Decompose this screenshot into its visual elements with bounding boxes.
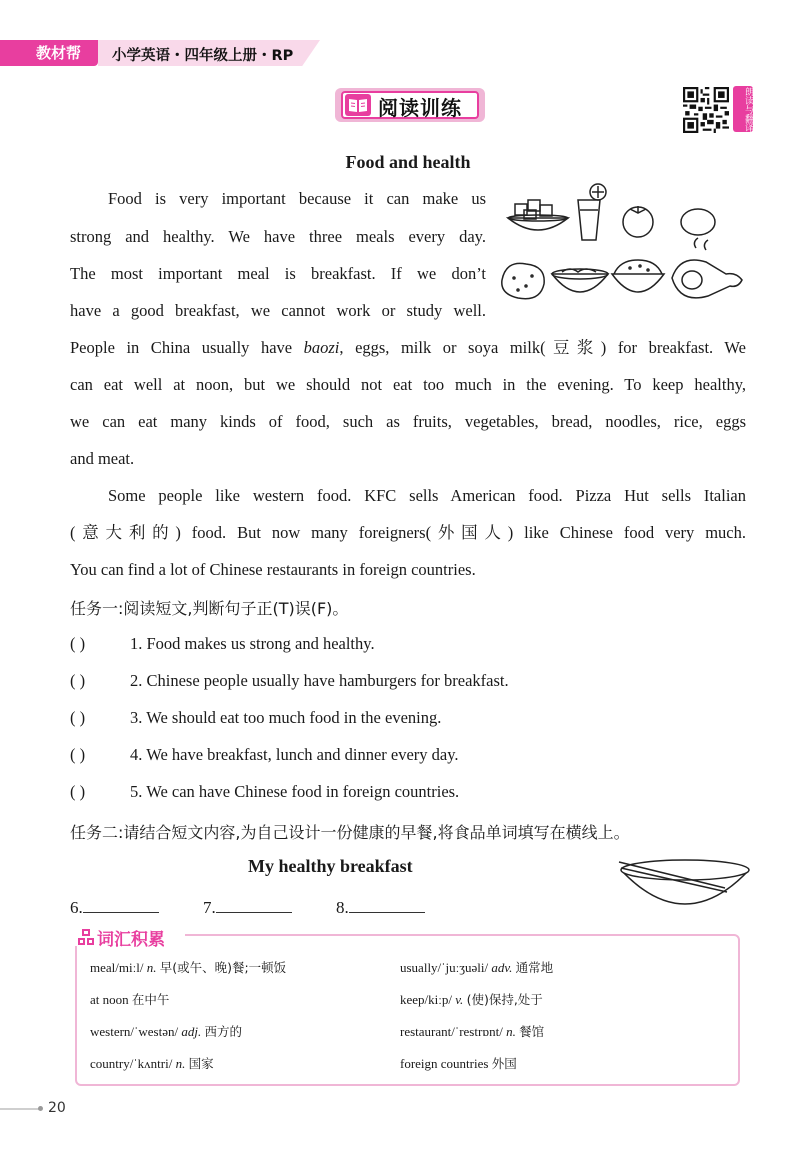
answer-blank[interactable]: ( )	[70, 708, 86, 727]
footer-rule	[0, 1108, 42, 1110]
vocab-meaning: 国家	[188, 1056, 214, 1071]
vocab-word: keep/kiːp/	[400, 992, 452, 1007]
passage-line: The most important meal is breakfast. If we don’t	[70, 264, 486, 283]
meat-icon	[672, 238, 742, 298]
vocab-item	[400, 1054, 517, 1072]
vocab-word: at noon	[90, 992, 129, 1007]
bowl-chopsticks-icon	[615, 852, 755, 914]
vocab-pos: n.	[506, 1024, 516, 1039]
question-row	[70, 745, 459, 765]
vocab-meaning: 西方的	[204, 1024, 242, 1039]
answer-line[interactable]	[349, 894, 425, 913]
passage-line: can eat well at noon, but we should not eat too much in the evening. To keep healthy,	[70, 375, 746, 394]
blank-number: 8.	[336, 898, 349, 917]
vocab-meaning: 在中午	[131, 992, 170, 1007]
question-row	[70, 671, 509, 691]
footer-dot	[38, 1106, 43, 1111]
answer-blank[interactable]: ( )	[70, 745, 86, 764]
vocab-meaning: 早(或午、晚)餐;一顿饭	[159, 960, 287, 975]
blank-row	[70, 894, 465, 918]
series-title: 小学英语・四年级上册・RP	[112, 48, 294, 64]
rice-bowl-icon	[612, 260, 664, 292]
tomato-icon	[623, 206, 653, 237]
book-icon	[345, 94, 371, 116]
vocab-item	[90, 1022, 242, 1040]
passage-line: have a good breakfast, we cannot work or study well.	[70, 301, 486, 320]
vocab-word: meal/miːl/	[90, 960, 144, 975]
vocab-item	[400, 1022, 544, 1040]
question-text: 4. We have breakfast, lunch and dinner every day.	[130, 745, 459, 764]
vocab-pos: adj.	[181, 1024, 202, 1039]
vocab-word: country/ˈkʌntri/	[90, 1056, 173, 1071]
juice-glass-icon	[578, 184, 606, 240]
vocab-item	[90, 958, 286, 976]
food-illustrations	[500, 180, 750, 310]
vocab-title: 词汇积累	[97, 930, 165, 950]
vocab-pos: n.	[175, 1056, 186, 1071]
tofu-bowl-icon	[508, 200, 568, 230]
question-text: 2. Chinese people usually have hamburgers for breakfast.	[130, 671, 509, 690]
potato-icon	[502, 263, 544, 298]
passage-line: Food is very important because it can make us	[108, 189, 486, 208]
page-number: 20	[48, 1100, 66, 1116]
vocab-word: western/ˈwestən/	[90, 1024, 179, 1039]
passage-line: Some people like western food. KFC sells American food. Pizza Hut sells Italian	[108, 486, 746, 505]
vocab-pos: n.	[146, 960, 157, 975]
vocab-word: usually/ˈjuːʒuəli/	[400, 960, 489, 975]
noodle-bowl-icon	[552, 269, 608, 292]
passage-title: Food and health	[345, 152, 471, 172]
blank-number: 7.	[203, 898, 216, 917]
passage-line: and meat.	[70, 449, 135, 468]
answer-blank[interactable]: ( )	[70, 782, 86, 801]
question-row	[70, 708, 441, 728]
vocab-meaning: 外国	[491, 1056, 517, 1071]
question-row	[70, 634, 375, 654]
answer-line[interactable]	[216, 894, 292, 913]
vocab-item	[400, 958, 553, 976]
blank-number: 6.	[70, 898, 83, 917]
passage-line: strong and healthy. We have three meals every day.	[70, 227, 486, 246]
answer-blank[interactable]: ( )	[70, 671, 86, 690]
passage-line: (意大利的) food. But now many foreigners(外国人) like Chinese food very much.	[70, 523, 746, 542]
vocab-item	[90, 1054, 214, 1072]
question-text: 1. Food makes us strong and healthy.	[130, 634, 375, 653]
vocab-item	[400, 990, 543, 1008]
passage-line: You can find a lot of Chinese restaurants in foreign countries.	[70, 560, 476, 579]
answer-blank[interactable]: ( )	[70, 634, 86, 653]
passage-line: People in China usually have baozi, eggs, milk or soya milk(豆浆) for breakfast. We	[70, 338, 746, 357]
question-text: 5. We can have Chinese food in foreign countries.	[130, 782, 460, 801]
vocab-meaning: 餐馆	[519, 1024, 545, 1039]
question-row	[70, 782, 459, 802]
vocab-pos: adv.	[491, 960, 513, 975]
answer-line[interactable]	[83, 894, 159, 913]
vocab-meaning: (使)保持,处于	[466, 992, 543, 1007]
task2-subtitle: My healthy breakfast	[248, 856, 413, 876]
series-tab: 教材帮	[0, 40, 98, 66]
qr-label: 朗读与翻译	[733, 86, 753, 132]
task2-instruction: 任务二:请结合短文内容,为自己设计一份健康的早餐,将食品单词填写在横线上。	[70, 823, 630, 842]
vocab-meaning: 通常地	[515, 960, 554, 975]
vocab-icon	[78, 929, 94, 945]
vocab-word: restaurant/ˈrestrɒnt/	[400, 1024, 503, 1039]
vocab-pos: v.	[455, 992, 464, 1007]
qr-code-icon[interactable]	[683, 87, 729, 133]
section-title: 阅读训练	[378, 96, 462, 120]
egg-icon	[681, 209, 715, 235]
passage-line: we can eat many kinds of food, such as fruits, vegetables, bread, noodles, rice, eggs	[70, 412, 746, 431]
vocab-item	[90, 990, 169, 1008]
question-text: 3. We should eat too much food in the evening.	[130, 708, 442, 727]
vocab-word: foreign countries	[400, 1056, 489, 1071]
task1-instruction: 任务一:阅读短文,判断句子正(T)误(F)。	[70, 599, 349, 618]
